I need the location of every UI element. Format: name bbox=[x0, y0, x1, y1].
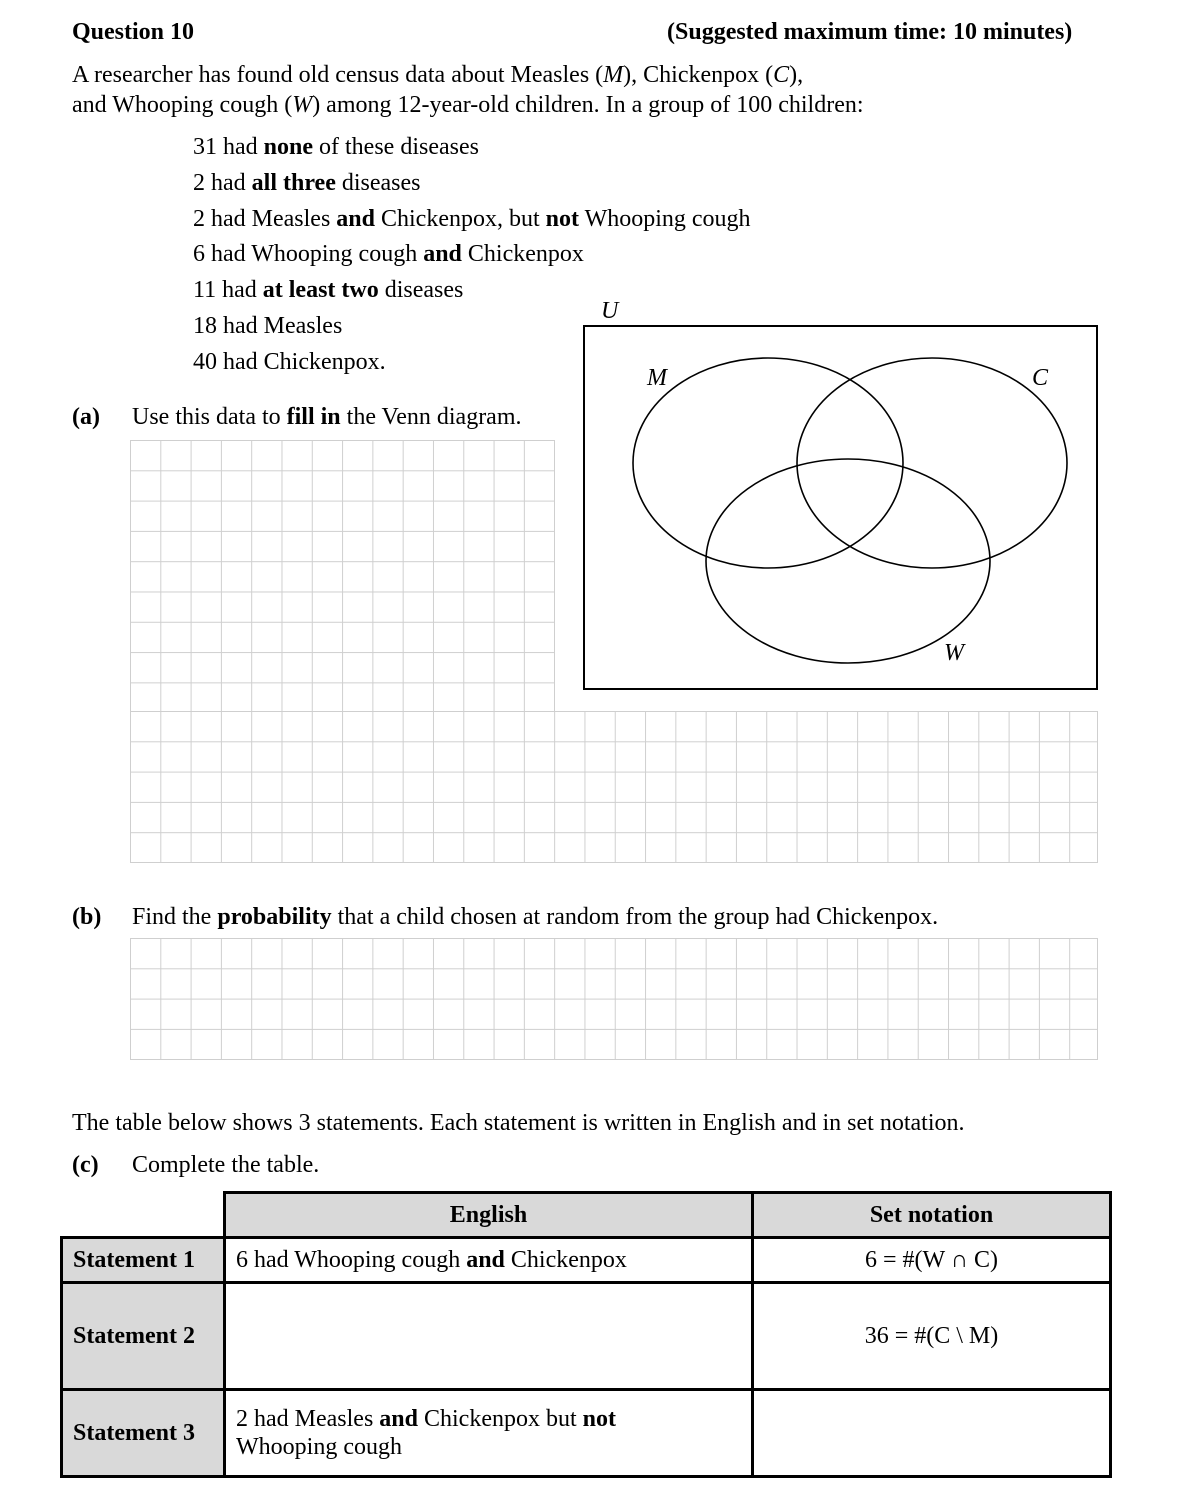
intro-line-2: and Whooping cough (W) among 12-year-old children. In a group of 100 children: bbox=[72, 92, 864, 118]
statement-3-notation-answer[interactable] bbox=[753, 1390, 1111, 1477]
statement-1-label: Statement 1 bbox=[62, 1238, 225, 1283]
table-intro: The table below shows 3 statements. Each statement is written in English and in set notation. bbox=[72, 1110, 965, 1136]
universe-label: U bbox=[601, 298, 619, 324]
english-header: English bbox=[225, 1193, 753, 1238]
fact-chickenpox: 40 had Chickenpox. bbox=[193, 349, 386, 375]
intro-line-1: A researcher has found old census data about Measles (M), Chickenpox (C), bbox=[72, 62, 804, 88]
answer-grid-a-left[interactable] bbox=[130, 440, 555, 713]
set-w-label: W bbox=[944, 640, 964, 666]
fact-whooping-chickenpox: 6 had Whooping cough and Chickenpox bbox=[193, 241, 584, 267]
fact-measles-chickenpox: 2 had Measles and Chickenpox, but not Whooping cough bbox=[193, 206, 751, 232]
part-c-text: Complete the table. bbox=[132, 1152, 320, 1178]
statement-1-english: 6 had Whooping cough and Chickenpox bbox=[225, 1238, 753, 1283]
statement-3-english: 2 had Measles and Chickenpox but not Whooping cough bbox=[225, 1390, 753, 1477]
answer-grid-a-bottom[interactable] bbox=[130, 711, 1098, 863]
part-a-label: (a) bbox=[72, 404, 100, 430]
statements-table bbox=[60, 1191, 1112, 1478]
part-c-label: (c) bbox=[72, 1152, 99, 1178]
fact-at-least-two: 11 had at least two diseases bbox=[193, 277, 464, 303]
statement-3-label: Statement 3 bbox=[62, 1390, 225, 1477]
set-notation-header: Set notation bbox=[753, 1193, 1111, 1238]
question-title: Question 10 bbox=[72, 19, 195, 45]
fact-all-three: 2 had all three diseases bbox=[193, 170, 421, 196]
statement-2-english-answer[interactable] bbox=[225, 1283, 753, 1390]
time-note: (Suggested maximum time: 10 minutes) bbox=[667, 19, 1073, 45]
part-b-label: (b) bbox=[72, 904, 102, 930]
set-m-label: M bbox=[647, 365, 667, 391]
part-a-text: Use this data to fill in the Venn diagram. bbox=[132, 404, 522, 430]
fact-measles: 18 had Measles bbox=[193, 313, 343, 339]
part-b-text: Find the probability that a child chosen at random from the group had Chickenpox. bbox=[132, 904, 939, 930]
statement-2-label: Statement 2 bbox=[62, 1283, 225, 1390]
table-corner bbox=[62, 1193, 225, 1238]
fact-none: 31 had none of these diseases bbox=[193, 134, 479, 160]
statement-1-notation: 6 = #(W ∩ C) bbox=[753, 1238, 1111, 1283]
set-c-label: C bbox=[1032, 365, 1049, 391]
statement-2-notation: 36 = #(C \ M) bbox=[753, 1283, 1111, 1390]
answer-grid-b[interactable] bbox=[130, 938, 1098, 1060]
